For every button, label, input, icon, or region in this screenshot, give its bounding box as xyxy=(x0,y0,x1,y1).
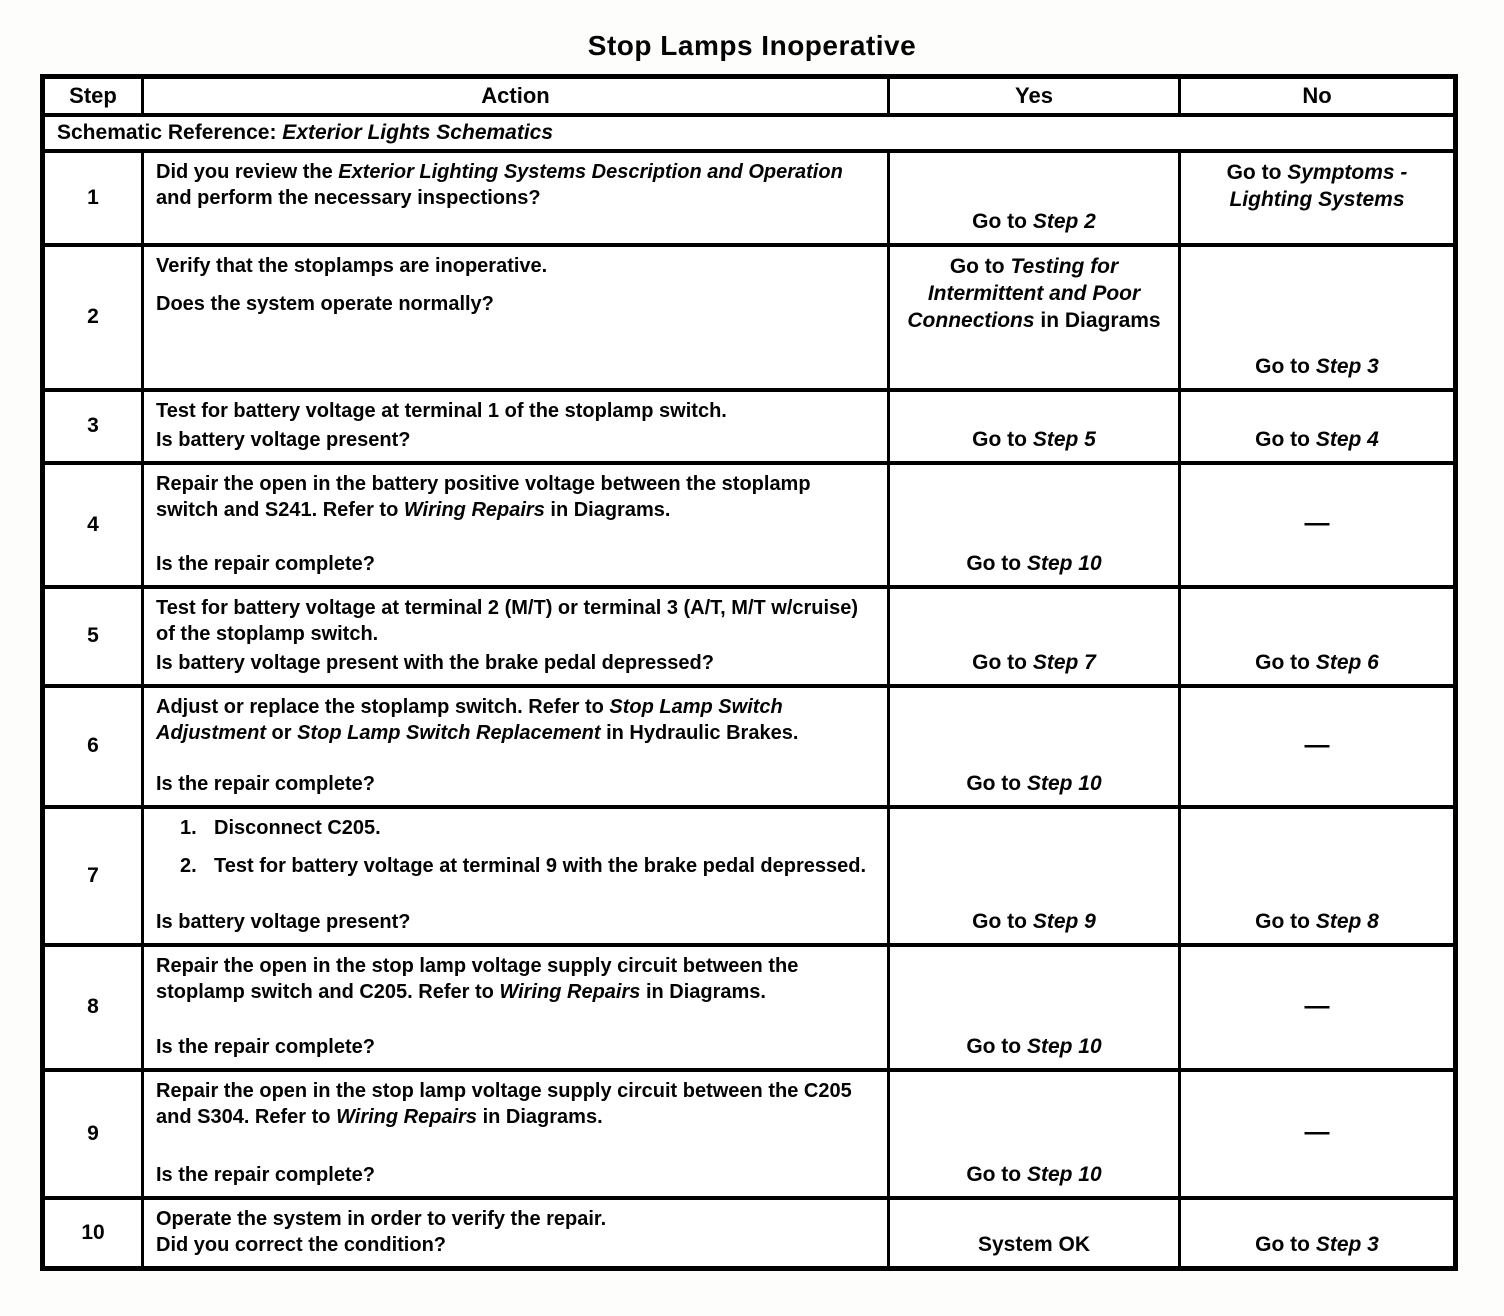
action-statements xyxy=(156,159,875,211)
table-row xyxy=(43,390,1456,463)
yes-answer: System OK xyxy=(977,1233,1091,1256)
action-question: Is battery voltage present? xyxy=(156,910,411,933)
no-answer: Go to Step 3 xyxy=(1255,354,1379,378)
no-cell xyxy=(1180,807,1456,945)
action-statements xyxy=(156,471,875,523)
table-row xyxy=(43,245,1456,390)
yes-answer: Go to Step 10 xyxy=(966,1162,1102,1186)
step-number: 3 xyxy=(87,414,99,437)
yes-cell xyxy=(889,463,1180,587)
action-statement: Operate the system in order to verify the repair. xyxy=(156,1207,607,1230)
list-number: 2. xyxy=(180,854,197,877)
column-header-action: Action xyxy=(143,77,889,115)
yes-cell xyxy=(889,1070,1180,1198)
yes-cell xyxy=(889,390,1180,463)
yes-answer: Go to Step 7 xyxy=(972,650,1096,674)
yes-answer: Go to Step 2 xyxy=(972,209,1096,233)
no-cell xyxy=(1180,151,1456,245)
no-cell xyxy=(1180,245,1456,390)
header-row xyxy=(43,77,1456,115)
no-cell xyxy=(1180,1198,1456,1269)
table-row xyxy=(43,807,1456,945)
step-cell xyxy=(43,390,143,463)
yes-cell xyxy=(889,587,1180,686)
no-answer: — xyxy=(1304,509,1330,537)
no-cell xyxy=(1180,587,1456,686)
no-answer: Go to Step 4 xyxy=(1255,427,1379,451)
column-header-step: Step xyxy=(43,77,143,115)
action-question: Is battery voltage present? xyxy=(156,428,411,451)
yes-cell xyxy=(889,945,1180,1070)
schematic-reference-label: Schematic Reference: xyxy=(57,120,277,144)
yes-answer: Go to Testing for Intermittent and Poor Connections in Diagrams xyxy=(907,254,1161,332)
action-statement: Adjust or replace the stoplamp switch. Refer to Stop Lamp Switch Adjustment or Stop Lamp Switch Replacement in Hydraulic Brakes. xyxy=(156,695,799,744)
yes-cell xyxy=(889,807,1180,945)
action-statements xyxy=(156,953,875,1005)
action-cell xyxy=(143,807,889,945)
action-statement: Repair the open in the stop lamp voltage supply circuit between the C205 and S304. Refer to Wiring Repairs in Diagrams. xyxy=(156,1079,852,1128)
yes-cell xyxy=(889,1198,1180,1269)
step-number: 8 xyxy=(87,995,99,1018)
step-cell xyxy=(43,587,143,686)
step-number: 6 xyxy=(87,734,99,757)
yes-cell xyxy=(889,686,1180,807)
action-statement: Verify that the stoplamps are inoperative. xyxy=(156,254,548,277)
step-number: 9 xyxy=(87,1121,99,1145)
step-number: 7 xyxy=(87,863,99,887)
action-statements xyxy=(156,253,875,317)
action-statement: Does the system operate normally? xyxy=(156,292,494,315)
action-question: Is the repair complete? xyxy=(156,1035,375,1058)
no-cell xyxy=(1180,945,1456,1070)
action-statements xyxy=(156,1078,875,1130)
table-header xyxy=(43,77,1456,115)
step-cell xyxy=(43,686,143,807)
action-cell xyxy=(143,587,889,686)
step-number: 5 xyxy=(87,624,99,647)
page-title: Stop Lamps Inoperative xyxy=(587,30,917,61)
step-cell xyxy=(43,807,143,945)
yes-cell xyxy=(889,245,1180,390)
step-cell xyxy=(43,1070,143,1198)
action-statements xyxy=(156,1206,875,1232)
action-question: Is the repair complete? xyxy=(156,1163,375,1186)
action-cell xyxy=(143,686,889,807)
table-row xyxy=(43,1070,1456,1198)
schematic-reference-row xyxy=(43,115,1456,151)
diagnostic-table xyxy=(40,74,1458,1271)
step-cell xyxy=(43,245,143,390)
table-row xyxy=(43,463,1456,587)
action-question: Is the repair complete? xyxy=(156,772,375,795)
list-number: 1. xyxy=(180,816,197,839)
action-cell xyxy=(143,945,889,1070)
step-cell xyxy=(43,1198,143,1269)
step-cell xyxy=(43,151,143,245)
schematic-reference xyxy=(43,115,1456,151)
action-statement: 1. Disconnect C205. xyxy=(180,816,381,839)
action-question: Is battery voltage present with the brake pedal depressed? xyxy=(156,651,714,674)
no-answer: Go to Step 6 xyxy=(1255,650,1379,674)
no-answer: Go to Step 3 xyxy=(1255,1233,1379,1256)
yes-answer: Go to Step 10 xyxy=(966,551,1102,575)
table-body xyxy=(43,115,1456,1269)
action-statement: Test for battery voltage at terminal 1 of the stoplamp switch. xyxy=(156,399,727,422)
table-row xyxy=(43,1198,1456,1269)
action-statement: Repair the open in the stop lamp voltage supply circuit between the stoplamp switch and C205. Refer to Wiring Repairs in Diagrams. xyxy=(156,954,799,1003)
action-statement: Did you review the Exterior Lighting Systems Description and Operation and perform the necessary inspections? xyxy=(156,160,843,209)
action-cell xyxy=(143,390,889,463)
table-row xyxy=(43,587,1456,686)
action-statement: Test for battery voltage at terminal 2 (M/T) or terminal 3 (A/T, M/T w/cruise) of the stoplamp switch. xyxy=(156,596,858,645)
action-question: Is the repair complete? xyxy=(156,552,375,575)
action-cell xyxy=(143,463,889,587)
yes-answer: Go to Step 10 xyxy=(966,1034,1102,1058)
schematic-reference-value: Exterior Lights Schematics xyxy=(282,120,554,144)
action-cell xyxy=(143,151,889,245)
action-cell xyxy=(143,245,889,390)
step-number: 2 xyxy=(87,305,99,328)
no-answer: — xyxy=(1304,730,1330,759)
step-number: 1 xyxy=(87,185,99,209)
table-row xyxy=(43,151,1456,245)
action-cell xyxy=(143,1070,889,1198)
action-statements xyxy=(156,398,875,424)
no-cell xyxy=(1180,463,1456,587)
action-statements xyxy=(156,694,875,746)
table-row xyxy=(43,945,1456,1070)
no-answer: — xyxy=(1304,1118,1330,1146)
no-answer: Go to Symptoms - Lighting Systems xyxy=(1226,160,1408,211)
yes-cell xyxy=(889,151,1180,245)
column-header-yes: Yes xyxy=(889,77,1180,115)
action-cell xyxy=(143,1198,889,1269)
step-number: 4 xyxy=(87,512,99,536)
no-cell xyxy=(1180,390,1456,463)
step-cell xyxy=(43,945,143,1070)
no-answer: — xyxy=(1304,991,1330,1020)
step-number: 10 xyxy=(81,1220,105,1244)
column-header-no: No xyxy=(1180,77,1456,115)
yes-answer: Go to Step 9 xyxy=(972,909,1096,933)
action-question: Did you correct the condition? xyxy=(156,1234,447,1256)
no-cell xyxy=(1180,686,1456,807)
action-statements xyxy=(156,815,875,879)
action-statements xyxy=(156,595,875,647)
step-cell xyxy=(43,463,143,587)
yes-answer: Go to Step 5 xyxy=(972,427,1096,451)
no-cell xyxy=(1180,1070,1456,1198)
action-statement: Repair the open in the battery positive voltage between the stoplamp switch and S241. Refer to Wiring Repairs in Diagrams. xyxy=(156,472,811,521)
action-statement: 2. Test for battery voltage at terminal 9 with the brake pedal depressed. xyxy=(180,854,867,877)
table-row xyxy=(43,686,1456,807)
no-answer: Go to Step 8 xyxy=(1255,909,1379,933)
yes-answer: Go to Step 10 xyxy=(966,771,1102,795)
